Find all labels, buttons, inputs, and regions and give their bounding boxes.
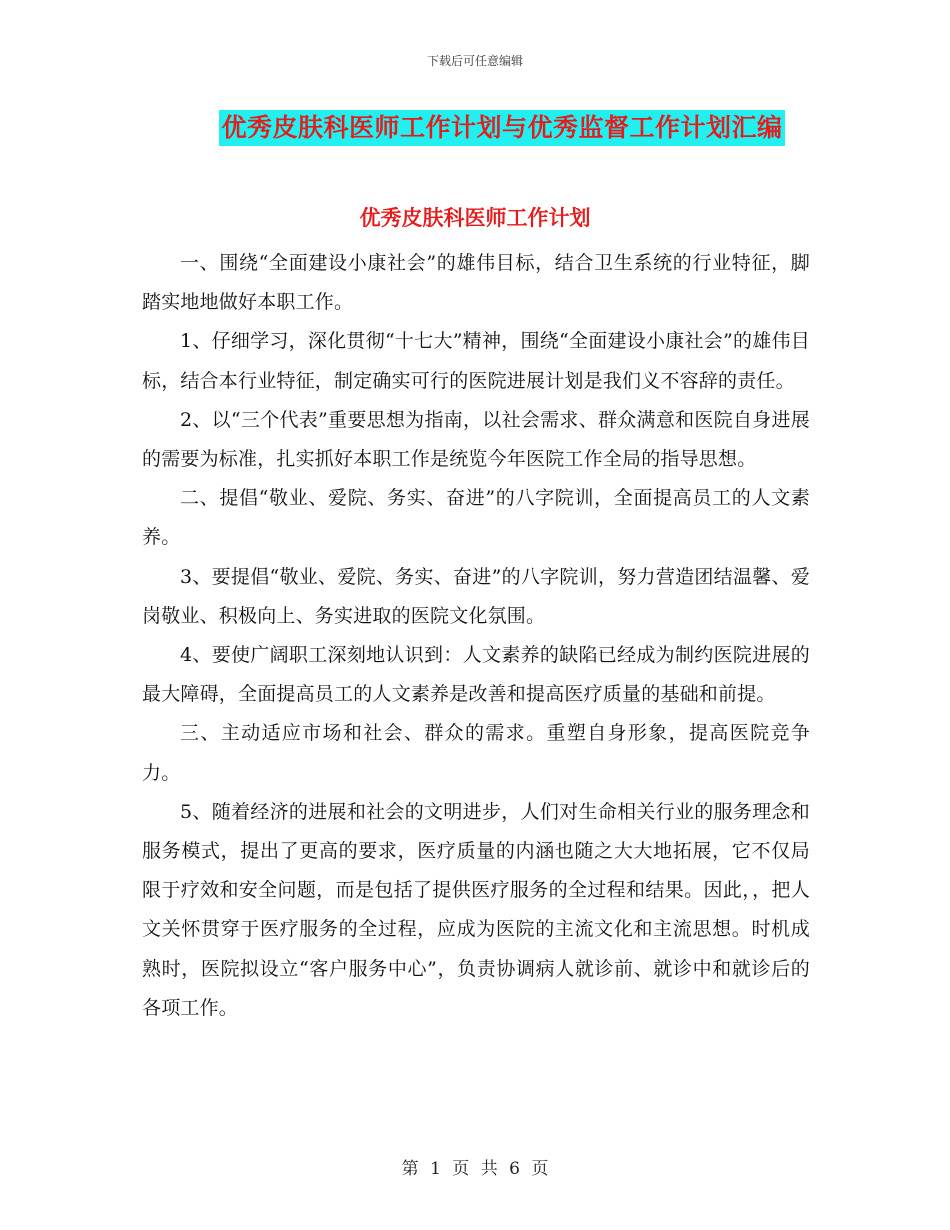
paragraph: 1、仔细学习，深化贯彻“十七大”精神，围绕“全面建设小康社会”的雄伟目标，结合本行业特征，制定确实可行的医院进展计划是我们义不容辞的责任。: [142, 330, 810, 392]
paragraph: 5、随着经济的进展和社会的文明进步，人们对生命相关行业的服务理念和服务模式，提出了更高的要求，医疗质量的内涵也随之大大地拓展，它不仅局限于疗效和安全问题，而是包括了提供医疗服务的全过程和结果。因此，，把人文关怀贯穿于医疗服务的全过程，应成为医院的主流文化和主流思想。时机成熟时，医院拟设立“客户服务中心”，负责协调病人就诊前、就诊中和就诊后的各项工作。: [142, 800, 810, 1019]
page-number-footer: 第 1 页 共 6 页: [401, 1159, 549, 1179]
document-body: [142, 244, 810, 1028]
section-title: 优秀皮肤科医师工作计划: [359, 205, 591, 230]
paragraph: 4、要使广阔职工深刻地认识到：人文素养的缺陷已经成为制约医院进展的最大障碍，全面提高员工的人文素养是改善和提高医疗质量的基础和前提。: [142, 644, 810, 706]
paragraph: 2、以“三个代表”重要思想为指南，以社会需求、群众满意和医院自身进展的需要为标准，扎实抓好本职工作是统览今年医院工作全局的指导思想。: [142, 408, 810, 471]
paragraph: 3、要提倡“敬业、爱院、务实、奋进”的八字院训，努力营造团结温馨、爱岗敬业、积极向上、务实进取的医院文化氛围。: [142, 565, 810, 627]
paragraph: 一、围绕“全面建设小康社会”的雄伟目标，结合卫生系统的行业特征，脚踏实地地做好本职工作。: [142, 252, 810, 314]
paragraph: 二、提倡“敬业、爱院、务实、奋进”的八字院训，全面提高员工的人文素养。: [142, 487, 810, 549]
header-note: 下载后可任意编辑: [426, 54, 523, 68]
paragraph: 三、主动适应市场和社会、群众的需求。重塑自身形象，提高医院竞争力。: [142, 722, 810, 784]
document-title: 优秀皮肤科医师工作计划与优秀监督工作计划汇编: [219, 110, 784, 146]
document-title-container: [0, 110, 950, 146]
